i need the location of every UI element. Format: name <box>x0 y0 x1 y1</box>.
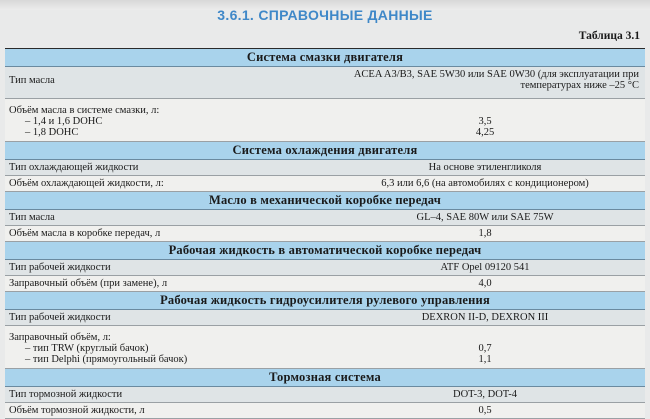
table-row <box>5 210 645 226</box>
row-label: Объём масла в коробке передач, л <box>9 228 161 239</box>
row-label: Тип рабочей жидкости <box>9 312 111 323</box>
table-row <box>5 176 645 192</box>
row-sublabel: – тип Delphi (прямоугольный бачок) <box>25 354 188 365</box>
row-value: 0,7 <box>478 343 492 354</box>
section-header-automatic-gearbox: Рабочая жидкость в автоматической коробке передач <box>5 242 645 260</box>
row-label: Заправочный объём, л: <box>9 332 111 343</box>
row-value: 1,8 <box>478 228 492 239</box>
table-caption: Таблица 3.1 <box>578 30 640 42</box>
row-label: Тип тормозной жидкости <box>9 389 123 400</box>
table-row <box>5 226 645 242</box>
row-value: ACEA A3/B3, SAE 5W30 или SAE 0W30 (для эксплуатации при температурах ниже –25 °С <box>353 69 639 91</box>
row-label: Тип масла <box>9 212 55 223</box>
table-row <box>5 310 645 326</box>
section-header-brakes: Тормозная система <box>5 369 645 387</box>
table-row <box>5 160 645 176</box>
row-value: GL–4, SAE 80W или SAE 75W <box>416 212 554 223</box>
row-label: Объём масла в системе смазки, л: <box>9 105 160 116</box>
section-header-manual-gearbox: Масло в механической коробке передач <box>5 192 645 210</box>
row-value: 3,5 <box>478 116 492 127</box>
row-value: DOT-3, DOT-4 <box>453 389 517 400</box>
row-sublabel: – 1,8 DOHC <box>25 127 79 138</box>
row-value: 1,1 <box>478 354 492 365</box>
table-row <box>5 276 645 292</box>
row-sublabel: – 1,4 и 1,6 DOHC <box>25 116 103 127</box>
table-row <box>5 326 645 369</box>
row-label: Тип рабочей жидкости <box>9 262 111 273</box>
row-label: Тип масла <box>9 75 55 86</box>
row-value: 6,3 или 6,6 (на автомобилях с кондиционером) <box>381 178 589 189</box>
row-label: Тип охлаждающей жидкости <box>9 162 139 173</box>
row-label: Объём тормозной жидкости, л <box>9 405 145 416</box>
table-row <box>5 67 645 99</box>
section-header-power-steering: Рабочая жидкость гидроусилителя рулевого управления <box>5 292 645 310</box>
table-row <box>5 403 645 419</box>
row-value: На основе этиленгликоля <box>428 162 542 173</box>
page-title: 3.6.1. СПРАВОЧНЫЕ ДАННЫЕ <box>217 7 433 23</box>
row-value: ATF Opel 09120 541 <box>440 262 530 273</box>
table-row <box>5 387 645 403</box>
row-value: 4,25 <box>475 127 495 138</box>
row-value: DEXRON II-D, DEXRON III <box>421 312 549 323</box>
row-label: Заправочный объём (при замене), л <box>9 278 168 289</box>
section-header-cooling: Система охлаждения двигателя <box>5 142 645 160</box>
section-header-lubrication: Система смазки двигателя <box>5 49 645 67</box>
table-row <box>5 260 645 276</box>
reference-table <box>5 48 645 419</box>
row-label: Объём охлаждающей жидкости, л: <box>9 178 164 189</box>
row-value: 0,5 <box>478 405 492 416</box>
row-sublabel: – тип TRW (круглый бачок) <box>25 343 149 354</box>
table-row <box>5 99 645 142</box>
row-value: 4,0 <box>478 278 492 289</box>
